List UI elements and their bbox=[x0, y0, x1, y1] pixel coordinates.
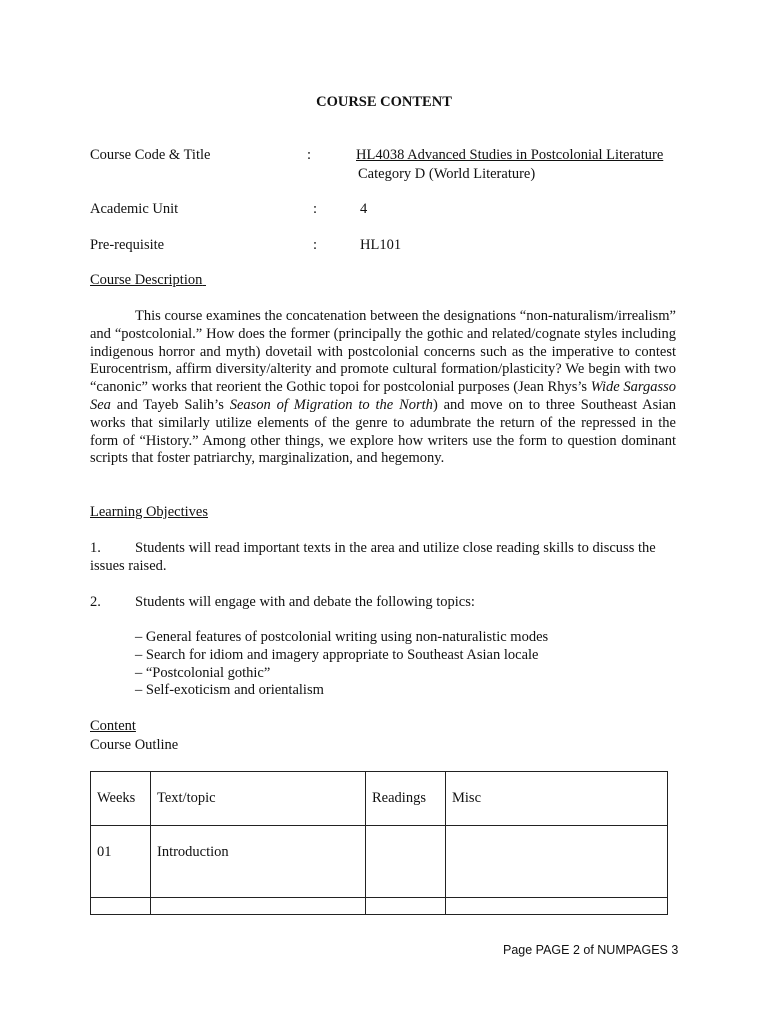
table-header-cell: Readings bbox=[366, 772, 446, 826]
academic-unit-colon: : bbox=[313, 201, 318, 217]
table-header-cell: Misc bbox=[446, 772, 668, 826]
academic-unit-value: 4 bbox=[360, 201, 368, 217]
course-outline-heading: Course Outline bbox=[90, 737, 179, 753]
table-cell: 01 bbox=[91, 826, 151, 898]
academic-unit-label: Academic Unit bbox=[90, 201, 179, 217]
content-heading: Content bbox=[90, 718, 136, 734]
table-cell bbox=[366, 826, 446, 898]
prerequisite-value: HL101 bbox=[360, 237, 402, 253]
table-cell bbox=[446, 898, 668, 915]
course-category-value: Category D (World Literature) bbox=[358, 166, 536, 182]
objective-number: 1. bbox=[90, 540, 101, 556]
list-item: – General features of postcolonial writing using non-naturalistic modes bbox=[135, 629, 549, 645]
prerequisite-colon: : bbox=[313, 237, 318, 253]
table-row bbox=[91, 898, 668, 915]
course-description-heading: Course Description bbox=[90, 272, 203, 288]
objective-text: Students will read important texts in the area and utilize close reading skills to discuss the issues raised. bbox=[90, 540, 656, 574]
topics-list bbox=[135, 629, 548, 700]
table-header-row bbox=[91, 772, 668, 826]
objective-number: 2. bbox=[90, 594, 101, 610]
course-code-label: Course Code & Title bbox=[90, 147, 211, 163]
table-cell bbox=[91, 898, 151, 915]
prerequisite-label: Pre-requisite bbox=[90, 237, 165, 253]
list-item: – “Postcolonial gothic” bbox=[135, 664, 271, 681]
table-row bbox=[91, 826, 668, 898]
table-header-cell: Text/topic bbox=[151, 772, 366, 826]
table-cell: Introduction bbox=[151, 826, 366, 898]
table-cell bbox=[151, 898, 366, 915]
course-outline-table bbox=[90, 771, 668, 915]
learning-objectives-heading: Learning Objectives bbox=[90, 504, 208, 520]
list-item: – Self-exoticism and orientalism bbox=[135, 682, 324, 699]
course-description-text: This course examines the concatenation between the designations “non-naturalism/irrealism” and “postcolonial.” How does the former (principally the gothic and related/cognate styles including indigenous horror and myth) dovetail with postcolonial concerns such as the imperative to contest Eurocentrism, affirm diversity/alterity and promote cultural formation/plasticity? We begin with two “canonic” works that reorient the Gothic topoi for postcolonial purposes (Jean Rhys’s Wide Sargasso Sea and Tayeb Salih’s Season of Migration to the North) and move on to three Southeast Asian works that similarly utilize elements of the genre to adumbrate the return of the repressed in the form of “History.” Among other things, we explore how writers use the form to question dominant scripts that foster patriarchy, marginalization, and hegemony. bbox=[90, 308, 677, 467]
objective-text: Students will engage with and debate the following topics: bbox=[135, 594, 475, 610]
list-item: – Search for idiom and imagery appropriate to Southeast Asian locale bbox=[135, 646, 539, 663]
course-code-colon: : bbox=[307, 147, 312, 163]
table-cell bbox=[366, 898, 446, 915]
page-footer: Page PAGE 2 of NUMPAGES 3 bbox=[503, 943, 679, 957]
page-title: COURSE CONTENT bbox=[316, 94, 452, 110]
table-cell bbox=[446, 826, 668, 898]
table-header-cell: Weeks bbox=[91, 772, 151, 826]
course-code-value: HL4038 Advanced Studies in Postcolonial Literature bbox=[356, 147, 664, 163]
